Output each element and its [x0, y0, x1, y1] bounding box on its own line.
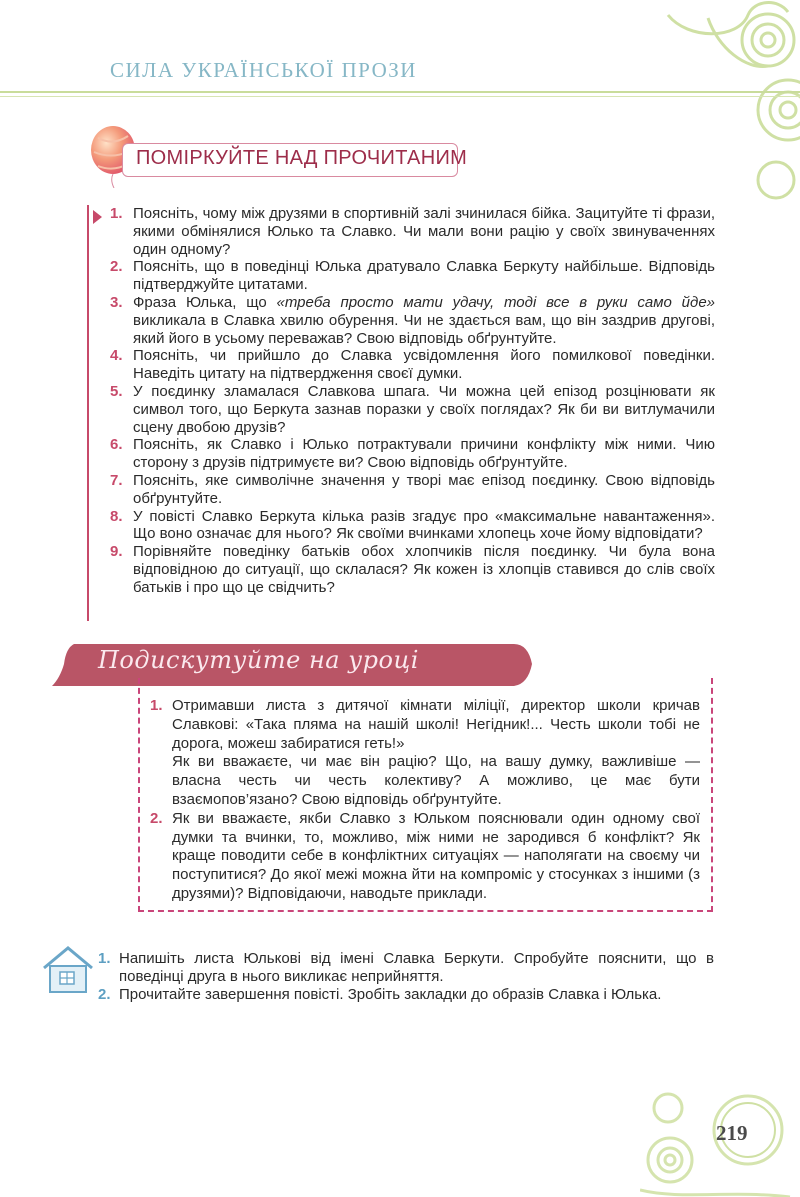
list-item	[110, 472, 715, 508]
item-text: Фраза Юлька, що	[133, 293, 277, 311]
list-item	[98, 986, 714, 1004]
list-item	[110, 508, 715, 544]
item-number: 5.	[110, 382, 123, 400]
list-item	[98, 950, 714, 986]
item-text: Напишіть листа Юльковi від імені Славка Беркути. Спробуйте пояснити, що в поведінці друга в нього викликає неприйняття.	[119, 950, 714, 985]
item-number: 2.	[98, 986, 111, 1003]
item-text: Поясніть, чому між друзями в спортивній залі зчинилася бійка. Зацитуйте ті фрази, якими обмінялися Юлько та Славко. Чи мали вони рацію у своїх звинуваченнях один одному?	[133, 205, 715, 258]
item-text: Поясніть, як Славко і Юлько потрактували причини конфлікту між ними. Чию сторону з друзів підтримуєте ви? Свою відповідь обґрунтуйте.	[133, 436, 715, 472]
item-text: Як ви вважаєте, чи має він рацію? Що, на вашу думку, важливіше — власна честь чи честь колективу? А можливо, це має бути взаємопов’язано? Свою відповідь обґрунтуйте.	[172, 753, 700, 808]
item-text: Порівняйте поведінку батьків обох хлопчиків після поєдинку. Чи була вона відповідною до ситуації, що склалася? Як кожен із хлопців ставився до слів своїх батьків і про що це свідчить?	[133, 543, 715, 596]
list-item	[150, 810, 700, 904]
list-item	[150, 697, 700, 810]
list-item	[110, 436, 715, 472]
section-margin-rule	[87, 205, 89, 621]
running-header: СИЛА УКРАЇНСЬКОЇ ПРОЗИ	[110, 58, 417, 82]
item-number: 1.	[150, 697, 163, 714]
item-number: 7.	[110, 471, 123, 489]
arrow-marker-icon	[93, 210, 102, 224]
item-text: У повісті Славко Беркута кілька разів згадує про «максимальне навантаження». Що воно означає для нього? Як своїми вчинками хлопець хоче йому відповідати?	[133, 507, 715, 543]
item-number: 9.	[110, 543, 123, 561]
item-text: Прочитайте завершення повісті. Зробіть закладки до образів Славка і Юлька.	[119, 986, 662, 1003]
item-text: Поясніть, що в поведінці Юлька дратувало Славка Беркуту найбільше. Відповідь підтверджуйте цитатами.	[133, 258, 715, 294]
item-text: Отримавши листа з дитячої кімнати міліції, директор школи кричав Славкові: «Така пляма на нашій школі! Негідник!... Честь школи тобі не дорога, можеш забиратися геть!»	[172, 697, 700, 752]
swirl-ornament-icon	[648, 0, 800, 200]
item-number: 3.	[110, 293, 123, 311]
house-icon	[40, 944, 96, 996]
item-text: Як ви вважаєте, якби Славко з Юльком пояснювали один одному свої думки та вчинки, то, можливо, між ними не зародився б конфлікт? Як краще поводити себе в конфліктних ситуаціях — наполягати на своєму чи поступитися? До якої межі можна йти на компроміс у стосунках з іншими (з друзями)? Відповідаючи, наводьте приклади.	[172, 809, 700, 902]
homework-list	[98, 950, 714, 1004]
discussion-list	[150, 697, 700, 904]
questions-list	[110, 205, 715, 597]
item-number: 1.	[98, 950, 111, 967]
item-number: 2.	[150, 809, 163, 827]
section-title: Подискутуйте на уроці	[98, 646, 419, 674]
item-text: Поясніть, чи прийшло до Славка усвідомлення його помилкової поведінки. Наведіть цитату на підтвердження своєї думки.	[133, 347, 715, 383]
page-number: 219	[716, 1121, 748, 1145]
list-item	[110, 258, 715, 294]
list-item	[110, 383, 715, 436]
item-number: 1.	[110, 205, 123, 222]
item-text: Поясніть, яке символічне значення у творі має епізод поєдинку. Свою відповідь обґрунтуйте.	[133, 471, 715, 507]
header-divider	[0, 96, 800, 97]
item-text: викликала в Славка хвилю обурення. Чи не здається вам, що він заздрив другові, який його в усьому переважав? Свою відповідь обґрунтуйте.	[133, 311, 715, 347]
list-item	[110, 543, 715, 596]
list-item	[110, 205, 715, 258]
item-text: У поєдинку зламалася Славкова шпага. Чи можна цей епізод розцінювати як символ того, що Беркута зазнав поразки у своїх поглядах? Як би ви витлумачили сцену двобою друзів?	[133, 382, 715, 436]
list-item	[110, 294, 715, 347]
item-number: 2.	[110, 258, 123, 276]
header-divider	[0, 91, 800, 93]
section-title: ПОМІРКУЙТЕ НАД ПРОЧИТАНИМ	[136, 147, 468, 169]
item-quote: «треба просто мати удачу, тоді все в руки само йде»	[276, 293, 715, 311]
list-item	[110, 347, 715, 383]
item-number: 4.	[110, 347, 123, 365]
item-number: 8.	[110, 507, 123, 525]
item-number: 6.	[110, 436, 123, 454]
